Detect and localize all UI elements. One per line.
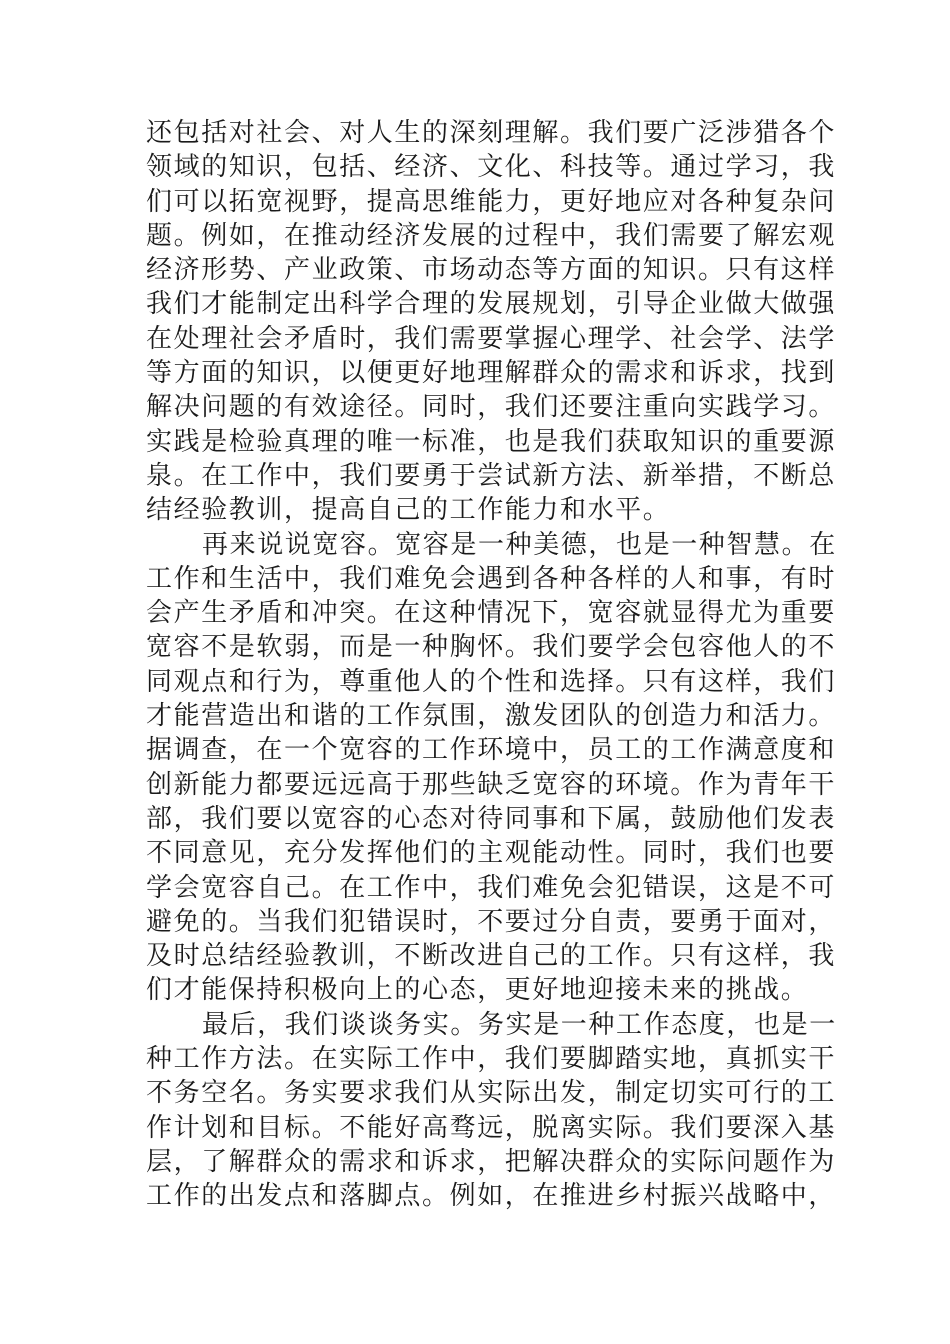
text-line: 才能营造出和谐的工作氛围，激发团队的创造力和活力。 [146,701,837,732]
text-line: 解决问题的有效途径。同时，我们还要注重向实践学习。 [146,392,837,423]
text-line: 领域的知识，包括、经济、文化、科技等。通过学习，我 [146,152,837,183]
text-line: 们才能保持积极向上的心态，更好地迎接未来的挑战。 [146,975,809,1006]
body-text [146,116,837,1214]
paragraph-first-line: 最后，我们谈谈务实。务实是一种工作态度，也是一 [202,1009,837,1040]
text-line: 还包括对社会、对人生的深刻理解。我们要广泛涉猎各个 [146,118,837,148]
text-line: 及时总结经验教训，不断改进自己的工作。只有这样，我 [146,941,837,972]
text-line: 会产生矛盾和冲突。在这种情况下，宽容就显得尤为重要 [146,598,837,629]
text-line: 避免的。当我们犯错误时，不要过分自责，要勇于面对， [146,906,837,937]
text-line: 据调查，在一个宽容的工作环境中，员工的工作满意度和 [146,735,837,766]
text-line: 学会宽容自己。在工作中，我们难免会犯错误，这是不可 [146,872,837,903]
text-line: 泉。在工作中，我们要勇于尝试新方法、新举措，不断总 [146,460,837,491]
text-line: 同观点和行为，尊重他人的个性和选择。只有这样，我们 [146,666,837,697]
text-line: 种工作方法。在实际工作中，我们要脚踏实地，真抓实干 [146,1044,837,1075]
text-line: 创新能力都要远远高于那些缺乏宽容的环境。作为青年干 [146,769,837,800]
text-line: 们可以拓宽视野，提高思维能力，更好地应对各种复杂问 [146,186,837,217]
text-line: 部，我们要以宽容的心态对待同事和下属，鼓励他们发表 [146,803,837,834]
text-line: 不同意见，充分发挥他们的主观能动性。同时，我们也要 [146,838,837,869]
paragraph-first-line: 再来说说宽容。宽容是一种美德，也是一种智慧。在 [202,529,837,560]
text-line: 不务空名。务实要求我们从实际出发，制定切实可行的工 [146,1078,837,1109]
text-line: 实践是检验真理的唯一标准，也是我们获取知识的重要源 [146,426,837,457]
text-line: 题。例如，在推动经济发展的过程中，我们需要了解宏观 [146,220,837,251]
text-line: 结经验教训，提高自己的工作能力和水平。 [146,495,671,526]
text-line: 层，了解群众的需求和诉求，把解决群众的实际问题作为 [146,1146,837,1177]
text-line: 宽容不是软弱，而是一种胸怀。我们要学会包容他人的不 [146,632,837,663]
text-line: 工作和生活中，我们难免会遇到各种各样的人和事，有时 [146,563,837,594]
text-line: 等方面的知识，以便更好地理解群众的需求和诉求，找到 [146,358,837,389]
text-line: 我们才能制定出科学合理的发展规划，引导企业做大做强 [146,289,837,320]
text-line: 经济形势、产业政策、市场动态等方面的知识。只有这样 [146,255,837,286]
text-line: 工作的出发点和落脚点。例如，在推进乡村振兴战略中， [146,1181,837,1212]
text-line: 在处理社会矛盾时，我们需要掌握心理学、社会学、法学 [146,323,837,354]
text-line: 作计划和目标。不能好高骛远，脱离实际。我们要深入基 [146,1112,837,1143]
